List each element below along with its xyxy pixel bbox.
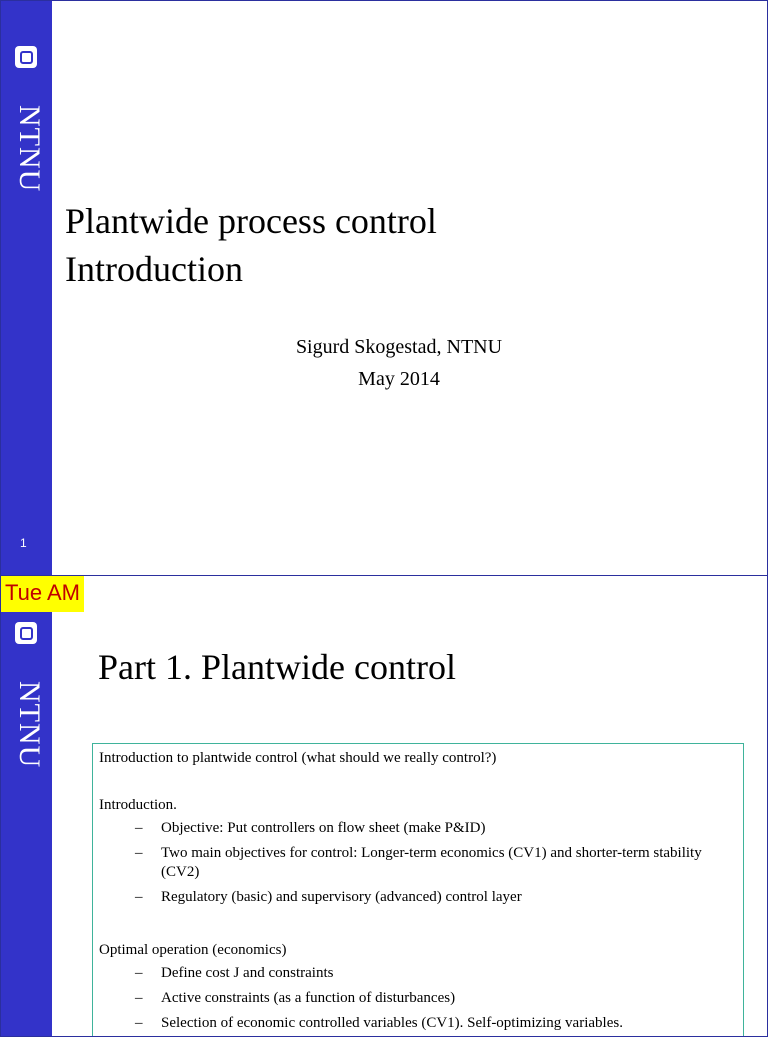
- list-item: – Define cost J and constraints: [135, 965, 334, 981]
- presentation-date: May 2014: [358, 368, 440, 390]
- section-heading: Optimal operation (economics): [99, 942, 287, 958]
- ntnu-logo-icon: [13, 622, 46, 769]
- ntnu-logo-icon: [13, 46, 46, 193]
- section-list: [99, 964, 737, 1033]
- intro-line: Introduction to plantwide control (what should we really control?): [99, 750, 497, 766]
- logo-text: NTNU: [13, 105, 46, 193]
- left-band: [1, 576, 52, 1036]
- list-item: – Regulatory (basic) and supervisory (advanced) control layer: [135, 889, 522, 905]
- contents-box: [92, 743, 744, 1037]
- left-band: [1, 1, 52, 575]
- logo-mark: [15, 46, 37, 68]
- logo-mark: [15, 622, 37, 644]
- title-line-1: Plantwide process control: [65, 201, 437, 241]
- list-item: – Active constraints (as a function of disturbances): [135, 990, 456, 1006]
- author-block: [1, 331, 767, 395]
- slide-2: [0, 575, 768, 1037]
- page-number: 1: [20, 536, 27, 550]
- section-list: [99, 819, 737, 907]
- list-item: – Objective: Put controllers on flow sheet (make P&ID): [135, 820, 486, 836]
- title-line-2: Introduction: [65, 249, 243, 289]
- author-name: Sigurd Skogestad, NTNU: [295, 336, 503, 358]
- logo-text: NTNU: [13, 681, 46, 769]
- session-tag: Tue AM: [1, 576, 84, 612]
- slide-title: Part 1. Plantwide control: [98, 647, 456, 687]
- list-item: – Two main objectives for control: Longer-term economics (CV1) and shorter-term stability (CV2): [135, 845, 702, 880]
- slide-title: [65, 197, 437, 293]
- section-heading: Introduction.: [99, 797, 177, 813]
- list-item: – Selection of economic controlled variables (CV1). Self-optimizing variables.: [135, 1015, 623, 1031]
